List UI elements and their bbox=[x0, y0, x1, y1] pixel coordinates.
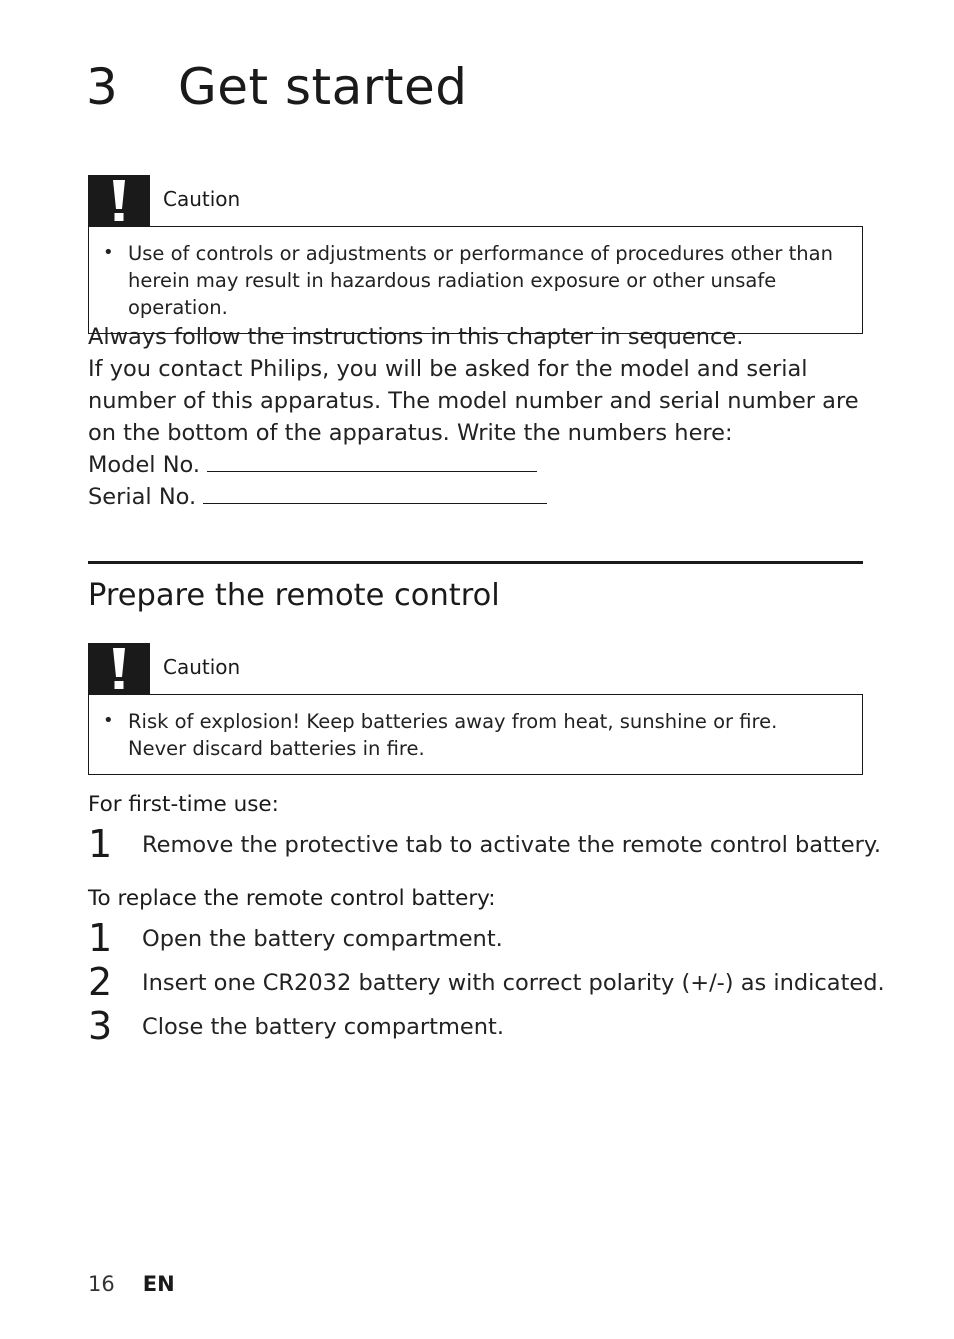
step-text: Remove the protective tab to activate the remote control battery. bbox=[142, 832, 882, 858]
chapter-heading bbox=[86, 58, 467, 116]
bullet-icon: • bbox=[103, 710, 114, 731]
language-code: EN bbox=[142, 1272, 175, 1296]
exclamation-icon bbox=[88, 643, 150, 694]
serial-number-row bbox=[88, 481, 863, 513]
page-number: 16 bbox=[88, 1272, 115, 1296]
caution-label: Caution bbox=[163, 187, 241, 211]
model-number-row bbox=[88, 449, 863, 481]
chapter-title: Get started bbox=[178, 58, 468, 116]
intro-line-1: Always follow the instructions in this chapter in sequence. bbox=[88, 324, 744, 350]
step-item bbox=[88, 960, 888, 1006]
model-number-blank bbox=[207, 449, 537, 472]
section-title: Prepare the remote control bbox=[88, 578, 500, 613]
serial-number-label: Serial No. bbox=[88, 484, 197, 510]
step-item bbox=[88, 916, 888, 962]
step-text: Insert one CR2032 battery with correct polarity (+/-) as indicated. bbox=[142, 970, 885, 996]
exclamation-icon bbox=[88, 175, 150, 226]
step-number: 1 bbox=[88, 916, 113, 960]
serial-number-blank bbox=[203, 481, 547, 504]
caution-body bbox=[88, 226, 863, 334]
chapter-number: 3 bbox=[86, 58, 119, 116]
model-number-label: Model No. bbox=[88, 452, 201, 478]
intro-line-2: If you contact Philips, you will be asked for the model and serial number of this apparatus. The model number and serial number are on the bottom of the apparatus. Write the numbers here: bbox=[88, 356, 859, 446]
caution-text: Use of controls or adjustments or performance of procedures other than herein may result in hazardous radiation exposure or other unsafe operation. bbox=[128, 242, 833, 319]
first-use-label: For first-time use: bbox=[88, 792, 279, 817]
caution-label: Caution bbox=[163, 655, 241, 679]
bullet-icon: • bbox=[103, 242, 114, 263]
step-number: 3 bbox=[88, 1004, 113, 1048]
step-text: Close the battery compartment. bbox=[142, 1014, 504, 1040]
step-item bbox=[88, 1004, 888, 1050]
step-number: 1 bbox=[88, 822, 113, 866]
caution-box-radiation bbox=[88, 175, 863, 334]
page-footer bbox=[88, 1272, 175, 1296]
intro-paragraph bbox=[88, 321, 863, 513]
caution-body bbox=[88, 694, 863, 775]
caution-header bbox=[88, 643, 863, 694]
caution-text: Risk of explosion! Keep batteries away from heat, sunshine or fire. Never discard batteries in fire. bbox=[128, 710, 778, 760]
caution-box-battery bbox=[88, 643, 863, 775]
step-text: Open the battery compartment. bbox=[142, 926, 503, 952]
replace-battery-label: To replace the remote control battery: bbox=[88, 886, 496, 911]
caution-header bbox=[88, 175, 863, 226]
section-divider bbox=[88, 561, 863, 564]
step-number: 2 bbox=[88, 960, 113, 1004]
step-item bbox=[88, 822, 888, 868]
